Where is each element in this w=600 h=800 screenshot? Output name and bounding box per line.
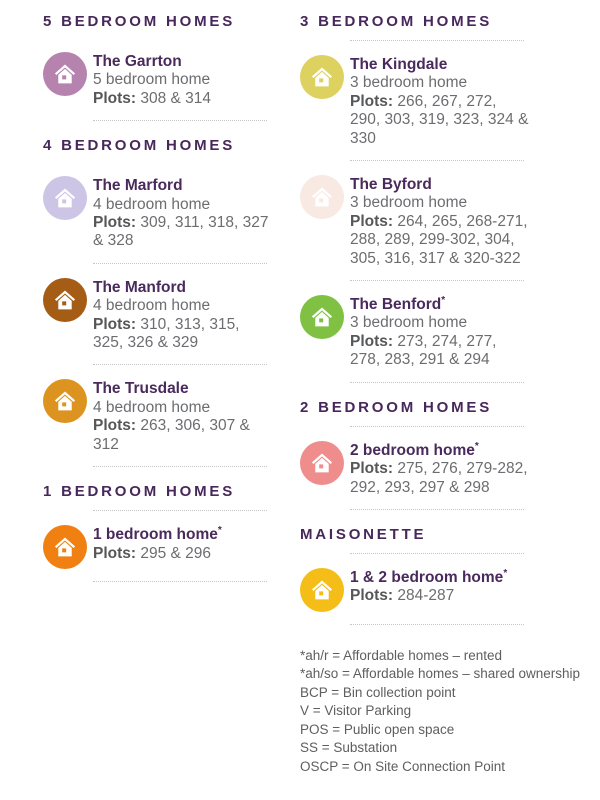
dotted-divider — [93, 364, 267, 365]
home-entry-kingdale — [300, 55, 590, 148]
entry-text — [350, 568, 530, 606]
house-icon — [300, 175, 344, 219]
section-2-bedroom-homes — [300, 398, 590, 510]
home-entry-maisonette — [300, 568, 590, 612]
home-entry-manford — [43, 278, 281, 353]
legend-column-right — [300, 12, 590, 800]
home-name: The Trusdale — [93, 380, 189, 398]
footnote-oscp: OSCP = On Site Connection Point — [300, 758, 505, 774]
house-icon — [43, 525, 87, 569]
footnote-affordable-rented: *ah/r = Affordable homes – rented — [300, 647, 503, 663]
legend-footnotes — [300, 647, 590, 777]
section-heading: MAISONETTE — [300, 525, 427, 543]
footnote-affordable-shared: *ah/so = Affordable homes – shared ownership — [300, 666, 581, 682]
entry-text — [350, 55, 530, 148]
section-3-bedroom-homes — [300, 12, 590, 383]
entry-text — [93, 379, 273, 454]
plots-values: 308 & 314 — [140, 89, 212, 107]
home-plots — [93, 214, 273, 251]
dotted-divider — [350, 553, 524, 554]
home-desc: 4 bedroom home — [93, 398, 211, 416]
affordable-star: * — [474, 440, 479, 452]
home-entry-1-bedroom — [43, 525, 281, 569]
home-name: 1 bedroom home* — [93, 524, 222, 544]
home-entry-benford — [300, 295, 590, 370]
section-5-bedroom-homes — [43, 12, 281, 121]
legend-column-left — [43, 12, 281, 800]
footnote-visitor-parking: V = Visitor Parking — [300, 703, 412, 719]
dotted-divider — [350, 40, 524, 41]
dotted-divider — [350, 509, 524, 510]
section-heading: 3 BEDROOM HOMES — [300, 13, 493, 30]
house-icon — [43, 52, 87, 96]
dotted-divider — [93, 510, 267, 511]
plots-values: 310, 313, 315, 325, 326 & 329 — [93, 315, 240, 352]
home-entry-2-bedroom — [300, 441, 590, 497]
footnote-bcp: BCP = Bin collection point — [300, 684, 456, 700]
dotted-divider — [350, 382, 524, 383]
dotted-divider — [350, 624, 524, 625]
home-entry-garrton — [43, 52, 281, 108]
home-plots — [350, 460, 530, 497]
home-name: The Kingdale — [350, 56, 448, 73]
dotted-divider — [350, 426, 524, 427]
plots-label: Plots: — [93, 544, 137, 562]
footnote-substation: SS = Substation — [300, 740, 398, 756]
plots-label: Plots: — [350, 332, 394, 350]
entry-text — [93, 176, 273, 251]
house-icon — [300, 441, 344, 485]
plots-label: Plots: — [93, 214, 137, 232]
entry-text — [350, 175, 530, 268]
home-name: 2 bedroom home* — [350, 440, 479, 459]
house-icon — [43, 176, 87, 220]
plots-label: Plots: — [93, 89, 137, 107]
home-desc: 4 bedroom home — [93, 297, 211, 315]
dotted-divider — [93, 466, 267, 467]
home-name: 1 & 2 bedroom home* — [350, 567, 508, 586]
plots-values: 273, 274, 277, 278, 283, 291 & 294 — [350, 332, 497, 369]
footnote-pos: POS = Public open space — [300, 721, 455, 737]
dotted-divider — [93, 263, 267, 264]
home-name: The Marford — [93, 177, 183, 195]
entry-text — [350, 295, 530, 370]
house-icon — [300, 55, 344, 99]
affordable-star: * — [503, 567, 508, 579]
plots-values: 263, 306, 307 & 312 — [93, 417, 250, 453]
house-icon — [43, 379, 87, 423]
home-desc: 5 bedroom home — [93, 71, 211, 89]
house-icon — [300, 568, 344, 612]
home-plots — [93, 545, 273, 563]
entry-text — [93, 525, 273, 563]
home-plots — [350, 333, 530, 370]
section-4-bedroom-homes — [43, 136, 281, 467]
home-entry-trusdale — [43, 379, 281, 454]
section-heading: 2 BEDROOM HOMES — [300, 398, 493, 416]
plots-label: Plots: — [350, 460, 394, 478]
plots-label: Plots: — [350, 587, 394, 605]
house-icon — [43, 278, 87, 322]
plots-values: 266, 267, 272, 290, 303, 319, 323, 324 & 330 — [350, 92, 529, 147]
home-plots — [350, 93, 530, 148]
home-plots — [93, 417, 273, 454]
section-maisonette — [300, 525, 590, 625]
home-desc: 3 bedroom home — [350, 194, 468, 212]
plots-values: 264, 265, 268-271, 288, 289, 299-302, 304, 305, 316, 317 & 320-322 — [350, 212, 528, 267]
affordable-star: * — [217, 524, 222, 536]
home-desc: 3 bedroom home — [350, 314, 468, 332]
home-name: The Byford — [350, 176, 432, 194]
dotted-divider — [93, 120, 267, 121]
plots-label: Plots: — [93, 417, 137, 435]
dotted-divider — [93, 581, 267, 582]
section-1-bedroom-homes — [43, 482, 281, 582]
section-heading: 1 BEDROOM HOMES — [43, 483, 236, 501]
home-entry-byford — [300, 175, 590, 268]
plots-values: 284-287 — [397, 587, 455, 605]
plots-label: Plots: — [350, 92, 394, 110]
home-plots — [350, 587, 530, 605]
entry-text — [93, 278, 273, 353]
plots-label: Plots: — [93, 315, 137, 333]
plots-label: Plots: — [350, 212, 394, 230]
home-name: The Manford — [93, 278, 186, 296]
home-name: The Benford* — [350, 294, 446, 314]
dotted-divider — [350, 280, 524, 281]
affordable-star: * — [441, 294, 446, 306]
entry-text — [93, 52, 273, 108]
house-icon — [300, 295, 344, 339]
home-plots — [93, 90, 273, 108]
home-desc: 3 bedroom home — [350, 74, 468, 92]
home-plots — [350, 213, 530, 268]
section-heading: 5 BEDROOM HOMES — [43, 13, 236, 30]
plots-values: 275, 276, 279-282, 292, 293, 297 & 298 — [350, 460, 528, 496]
section-heading: 4 BEDROOM HOMES — [43, 137, 236, 155]
home-desc: 4 bedroom home — [93, 195, 211, 213]
home-entry-marford — [43, 176, 281, 251]
dotted-divider — [350, 160, 524, 161]
home-plots — [93, 316, 273, 353]
plots-values: 295 & 296 — [140, 544, 212, 562]
plots-values: 309, 311, 318, 327 & 328 — [93, 214, 269, 250]
entry-text — [350, 441, 530, 497]
home-name: The Garrton — [93, 53, 182, 70]
